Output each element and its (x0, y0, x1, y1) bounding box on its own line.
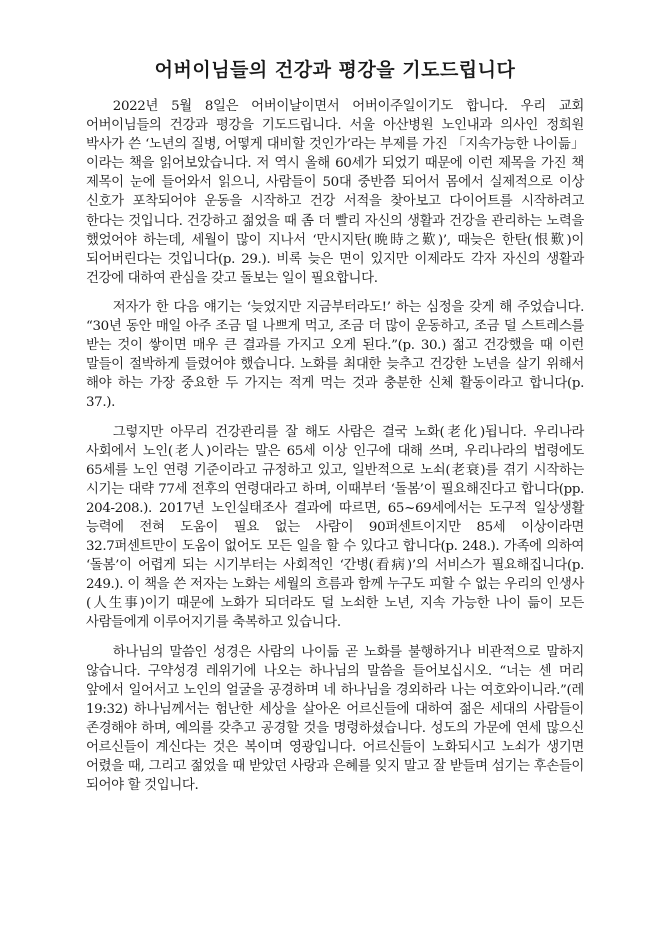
paragraph-4: 하나님의 말씀인 성경은 사람의 나이듦 곧 노화를 불행하거나 비관적으로 말하지 않습니다. 구약성경 레위기에 나오는 하나님의 말씀을 들어보십시오. “너는 센 머리 앞에서 일어서고 노인의 얼굴을 공경하며 네 하나님을 경외하라 나는 여호와이니라.”(레 19:32) 하나님께서는 험난한 세상을 살아온 어르신들에 대하여 젊은 세대의 사람들이 존경해야 하며, 예의를 갖추고 공경할 것을 명령하셨습니다. 성도의 가문에 연세 많으신 어르신들이 계신다는 것은 복이며 영광입니다. 어르신들이 노화되시고 노쇠가 생기면 어렸을 때, 그리고 젊었을 때 받았던 사랑과 은혜를 잊지 말고 잘 받들며 섬기는 후손들이 되어야 할 것입니다. (86, 644, 584, 794)
paragraph-3: 그렇지만 아무리 건강관리를 잘 해도 사람은 결국 노화(老化)됩니다. 우리나라 사회에서 노인(老人)이라는 말은 65세 이상 인구에 대해 쓰며, 우리나라의 법령에도 65세를 노인 연령 기준이라고 규정하고 있고, 일반적으로 노쇠(老衰)를 겪기 시작하는 시기는 대략 77세 전후의 연령대라고 하며, 이때부터 ‘돌봄’이 필요해진다고 합니다(pp. 204-208.). 2017년 노인실태조사 결과에 따르면, 65~69세에서는 도구적 일상생활 능력에 전혀 도움이 필요 없는 사람이 90퍼센트이지만 85세 이상이라면 32.7퍼센트만이 도움이 없어도 모든 일을 할 수 있다고 합니다(p. 248.). 가족에 의하여 ‘돌봄’이 어렵게 되는 시기부터는 사회적인 ‘간병(看病)’의 서비스가 필요해집니다(p. 249.). 이 책을 쓴 저자는 노화는 세월의 흐름과 함께 누구도 피할 수 없는 우리의 인생사(人生事)이기 때문에 노화가 되더라도 덜 노쇠한 노년, 지속 가능한 나이 듦이 모든 사람들에게 이루어지기를 축복하고 있습니다. (86, 424, 584, 631)
document-title: 어버이님들의 건강과 평강을 기도드립니다 (154, 59, 516, 81)
paragraph-2: 저자가 한 다음 얘기는 ‘늦었지만 지금부터라도!’ 하는 심정을 갖게 해 주었습니다. “30년 동안 매일 아주 조금 덜 나쁘게 먹고, 조금 더 많이 운동하고, 조금 덜 스트레스를 받는 것이 쌓이면 매우 큰 결과를 가지고 오게 된다.”(p. 30.) 젊고 건강했을 때 이런 말들이 절박하게 들렸어야 했습니다. 노화를 최대한 늦추고 건강한 노년을 살기 위해서 해야 하는 가장 중요한 두 가지는 적게 먹는 것과 충분한 신체 활동이라고 합니다(p. 37.). (86, 299, 584, 411)
document-page (86, 56, 584, 805)
paragraph-1: 2022년 5월 8일은 어버이날이면서 어버이주일이기도 합니다. 우리 교회 어버이님들의 건강과 평강을 기도드립니다. 서울 아산병원 노인내과 의사인 정희원 박사가 쓴 ‘노년의 질병, 어떻게 대비할 것인가’라는 부제를 가진 「지속가능한 나이듦」이라는 책을 읽어보았습니다. 저 역시 올해 60세가 되었기 때문에 이런 제목을 가진 책 제목이 눈에 들어와서 읽으니, 사람들이 50대 중반쯤 되어서 몸에서 실제적으로 이상 신호가 포착되어야 운동을 시작하고 건강 서적을 찾아보고 다이어트를 시작하려고 한다는 것입니다. 건강하고 젊었을 때 좀 더 빨리 자신의 생활과 건강을 관리하는 노력을 했었어야 하는데, 세월이 많이 지나서 ‘만시지탄(晩時之歎)’, 때늦은 한탄(恨歎)이 되어버린다는 것입니다(p. 29.). 비록 늦은 면이 있지만 이제라도 각자 자신의 생활과 건강에 대하여 관심을 갖고 돌보는 일이 필요합니다. (86, 99, 584, 286)
